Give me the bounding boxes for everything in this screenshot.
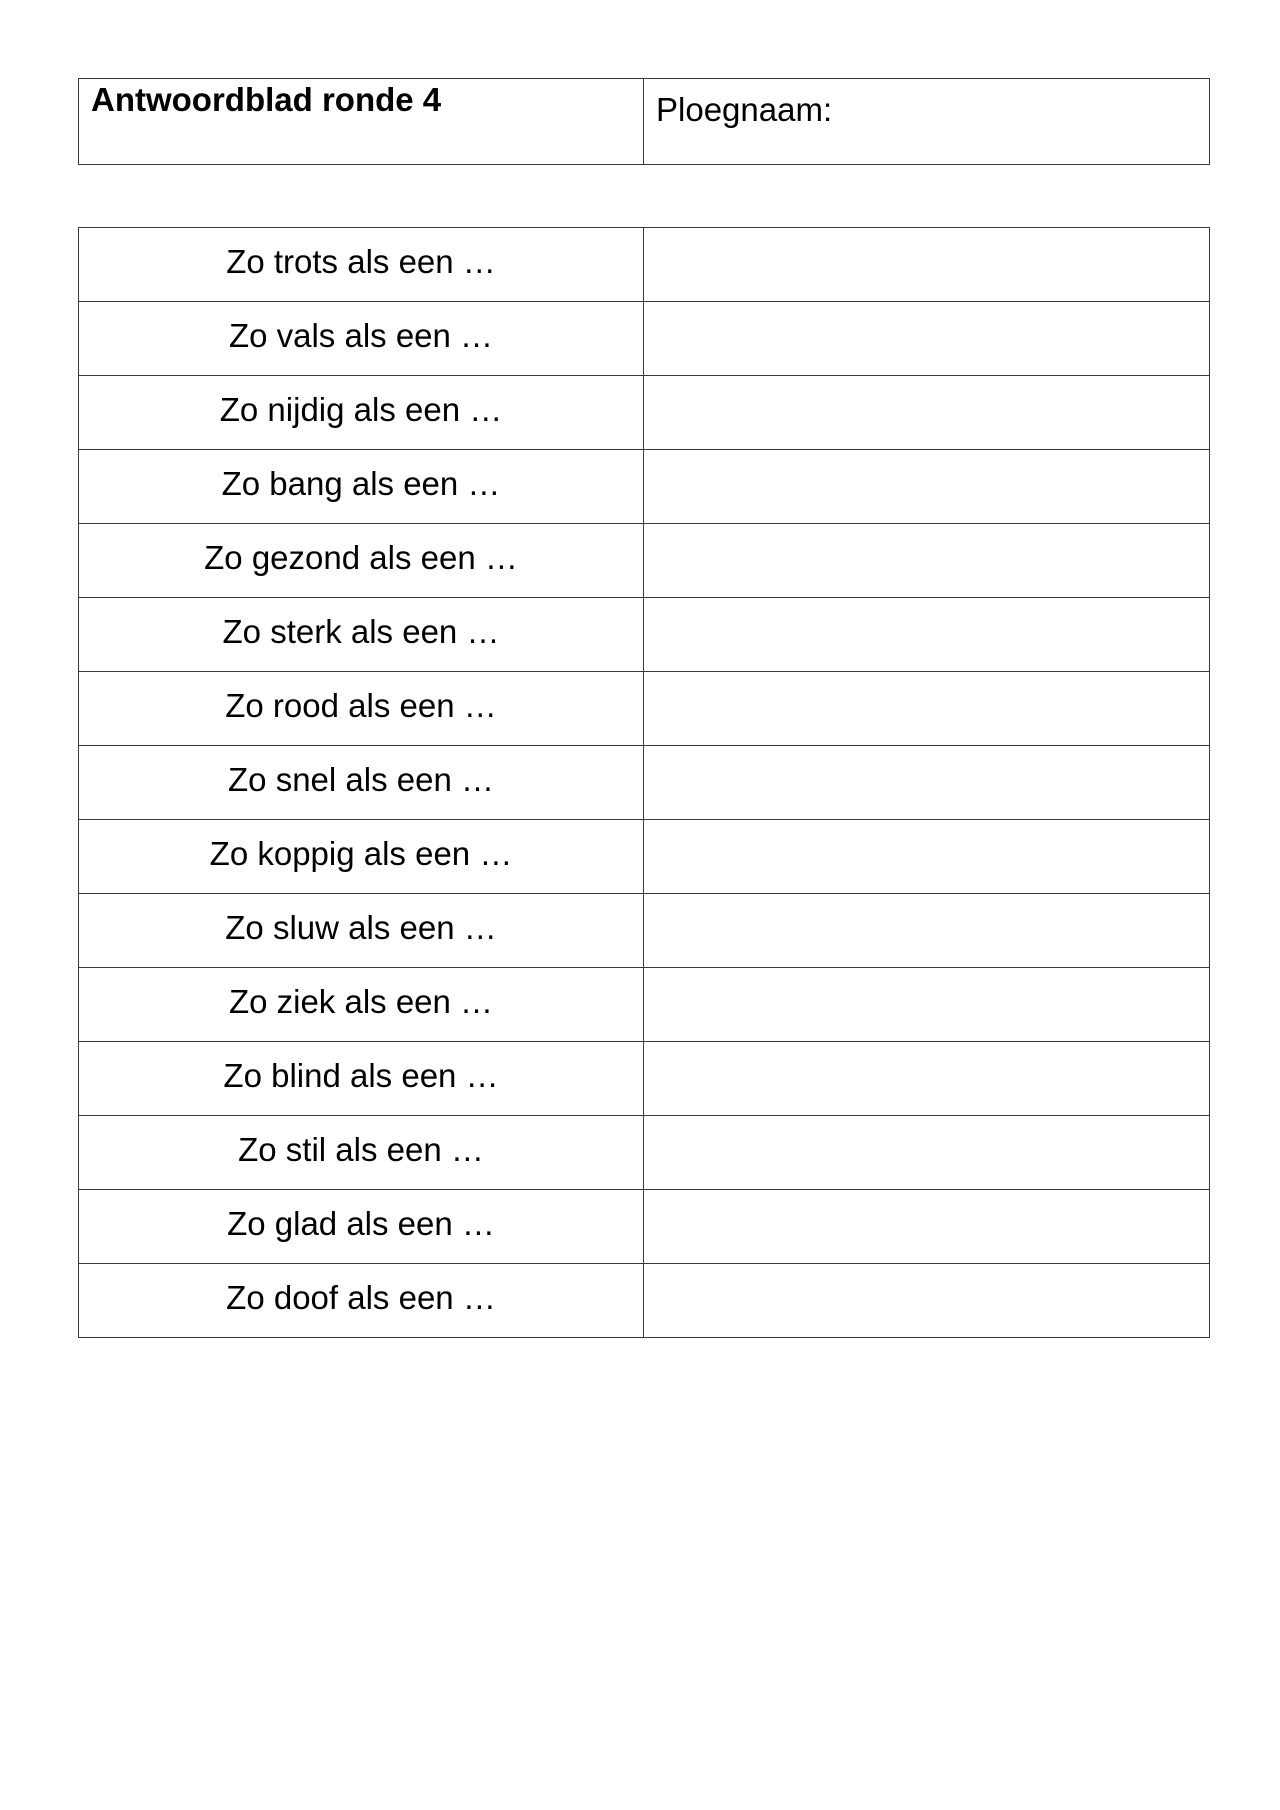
header-row [79,79,1210,165]
prompt-cell: Zo rood als een … [79,672,644,746]
prompt-cell: Zo vals als een … [79,302,644,376]
answer-cell[interactable] [644,598,1210,672]
answer-cell[interactable] [644,1190,1210,1264]
prompt-cell: Zo nijdig als een … [79,376,644,450]
table-row [79,524,1210,598]
team-name-field[interactable]: Ploegnaam: [644,79,1210,165]
table-row [79,1116,1210,1190]
prompt-cell: Zo stil als een … [79,1116,644,1190]
prompt-cell: Zo sluw als een … [79,894,644,968]
answer-table [78,227,1210,1338]
prompt-cell: Zo glad als een … [79,1190,644,1264]
answer-cell[interactable] [644,1116,1210,1190]
answer-cell[interactable] [644,302,1210,376]
prompt-cell: Zo doof als een … [79,1264,644,1338]
prompt-cell: Zo bang als een … [79,450,644,524]
answer-cell[interactable] [644,746,1210,820]
prompt-cell: Zo gezond als een … [79,524,644,598]
table-row [79,1264,1210,1338]
table-row [79,450,1210,524]
table-row [79,598,1210,672]
answer-cell[interactable] [644,450,1210,524]
answer-cell[interactable] [644,228,1210,302]
round-title: Antwoordblad ronde 4 [79,79,644,165]
answer-cell[interactable] [644,894,1210,968]
answer-cell[interactable] [644,376,1210,450]
table-row [79,1190,1210,1264]
table-row [79,302,1210,376]
table-row [79,376,1210,450]
prompt-cell: Zo trots als een … [79,228,644,302]
prompt-cell: Zo blind als een … [79,1042,644,1116]
answer-cell[interactable] [644,524,1210,598]
answer-cell[interactable] [644,1042,1210,1116]
table-row [79,894,1210,968]
prompt-cell: Zo sterk als een … [79,598,644,672]
table-row [79,672,1210,746]
header-table [78,78,1210,165]
prompt-cell: Zo snel als een … [79,746,644,820]
table-row [79,820,1210,894]
table-row [79,228,1210,302]
prompt-cell: Zo ziek als een … [79,968,644,1042]
table-row [79,968,1210,1042]
prompt-cell: Zo koppig als een … [79,820,644,894]
answer-cell[interactable] [644,1264,1210,1338]
answer-cell[interactable] [644,672,1210,746]
table-row [79,746,1210,820]
table-row [79,1042,1210,1116]
answer-cell[interactable] [644,968,1210,1042]
answer-cell[interactable] [644,820,1210,894]
